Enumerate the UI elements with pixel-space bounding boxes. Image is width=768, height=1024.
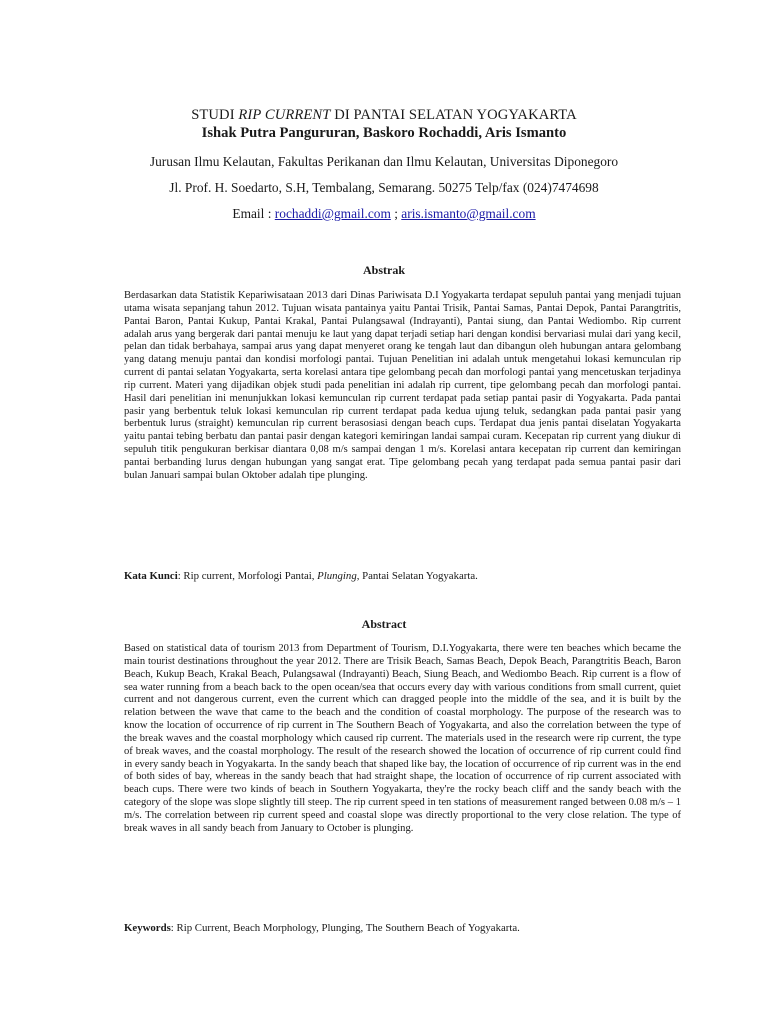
email-separator: ; [390, 206, 402, 221]
email-link-rochaddi[interactable]: rochaddi@gmail.com [274, 206, 391, 221]
abstract-heading: Abstract [361, 617, 407, 631]
kata-kunci-text-b: , Pantai Selatan Yogyakarta. [356, 570, 478, 582]
email-link-ismanto[interactable]: aris.ismanto@gmail.com [401, 206, 536, 221]
abstrak-heading: Abstrak [362, 263, 405, 277]
address: Jl. Prof. H. Soedarto, S.H, Tembalang, Semarang. 50275 Telp/fax (024)7474698 [169, 180, 599, 195]
paper-title [0, 107, 768, 124]
kata-kunci-label: Kata Kunci [124, 570, 178, 582]
author-list: Ishak Putra Pangururan, Baskoro Rochaddi, Aris Ismanto [201, 125, 567, 141]
email-line [0, 206, 768, 222]
title-italic: RIP CURRENT [238, 107, 331, 123]
email-label: Email : [232, 206, 275, 221]
keywords [124, 922, 681, 934]
title-suffix: DI PANTAI SELATAN YOGYAKARTA [330, 107, 577, 123]
keywords-label: Keywords [124, 922, 171, 934]
affiliation: Jurusan Ilmu Kelautan, Fakultas Perikanan dan Ilmu Kelautan, Universitas Diponegoro [149, 154, 619, 169]
title-prefix: STUDI [191, 107, 239, 123]
kata-kunci-italic: Plunging [317, 570, 357, 582]
kata-kunci [124, 570, 681, 582]
abstrak-body: Berdasarkan data Statistik Kepariwisataan 2013 dari Dinas Pariwisata D.I Yogyakarta terdapat sepuluh pantai yang menjadi tujuan utama wisata sepanjang tahun 2012. Tujuan wisata pantainya yaitu Pantai Trisik, Pantai Samas, Pantai Depok, Pantai Parangtritis, Pantai Baron, Pantai Kukup, Pantai Krakal, Pantai Pulangsawal (Indrayanti), Pantai siung, dan Pantai Wediombo. Rip current adalah arus yang bergerak dari pantai menuju ke laut yang dapat terjadi setiap hari dengan kondisi bervariasi mulai dari yang kecil, pelan dan tidak berbahaya, sampai arus yang dapat menyeret orang ke tengah laut dan dibangun oleh hubungan antara gelombang yang datang menuju pantai dan kondisi morfologi pantai. Tujuan Penelitian ini adalah untuk mengetahui lokasi kemunculan rip current di pantai selatan Yogyakarta, serta korelasi antara tipe gelombang pecah dan morfologi pantai yang mencetuskan terjadinya rip current. Materi yang dijadikan objek studi pada penelitian ini adalah rip current, tipe gelombang pecah dan morfologi pantai. Hasil dari penelitian ini menunjukkan lokasi kemunculan rip current terdapat pada setiap pantai pasir di Yogyakarta. Pada pantai pasir yang berbentuk teluk lokasi kemunculan rip current terdapat pada kedua ujung teluk, sedangkan pada pantai pasir yang berbentuk lurus (straight) kemunculan rip current berasosiasi dengan beach cups. Terdapat dua jenis pantai diselatan Yogyakarta yaitu pantai tebing berbatu dan pantai pasir dengan kategori kemiringan landai sampai curam. Kecepatan rip current yang diukur di sepuluh titik pengukuran berkisar diantara 0,08 m/s sampai dengan 1 m/s. Korelasi antara kecepatan rip current dan kemiringan pantai berbanding lurus dengan hubungan yang sangat erat. Tipe gelombang pecah yang terdapat pada semua pantai pasir dari bulan Januari sampai bulan Oktober adalah tipe plunging. [124, 290, 681, 481]
keywords-text: : Rip Current, Beach Morphology, Plunging, The Southern Beach of Yogyakarta. [170, 922, 520, 934]
abstract-body: Based on statistical data of tourism 2013 from Department of Tourism, D.I.Yogyakarta, there were ten beaches which became the main tourist destinations throughout the year 2012. There are Trisik Beach, Samas Beach, Depok Beach, Parangtritis Beach, Baron Beach, Kukup Beach, Krakal Beach, Pulangsawal (Indrayanti) Beach, Siung Beach, and Wediombo Beach. Rip current is a flow of sea water running from a beach back to the open ocean/sea that occurs every day with various conditions from small current, quiet current and not dangerous current, even the current which can dragged people into the middle of the sea, and it is built by the relation between the wave that came to the beach and the condition of coastal morphology. The purpose of the research was to know the location of occurrence of rip current in The Southern Beach of Yogyakarta, and also the correlation between the type of the break waves and the coastal morphology which caused rip current. The materials used in the research were rip current, the type of break waves, and the coastal morphology. The result of the research showed the location of occurrence of rip current could find in every sandy beach in Yogyakarta. In the sandy beach that shaped like bay, the location of occurrence of rip current was in the end of both sides of bay, whereas in the sandy beach that had straight shape, the location of occurrence of rip current associated with beach cups. There were two kinds of beach in Southern Yogyakarta, they're the rocky beach cliff and the sandy beach with the category of the slope was slope slightly till steep. The rip current speed in ten stations of measurement ranged between 0.08 m/s – 1 m/s. The correlation between rip current speed and coastal slope was directly proportional to the very close relation. The type of break waves in all sandy beach from January to October is plunging. [124, 643, 681, 834]
kata-kunci-text-a: : Rip current, Morfologi Pantai, [177, 570, 318, 582]
